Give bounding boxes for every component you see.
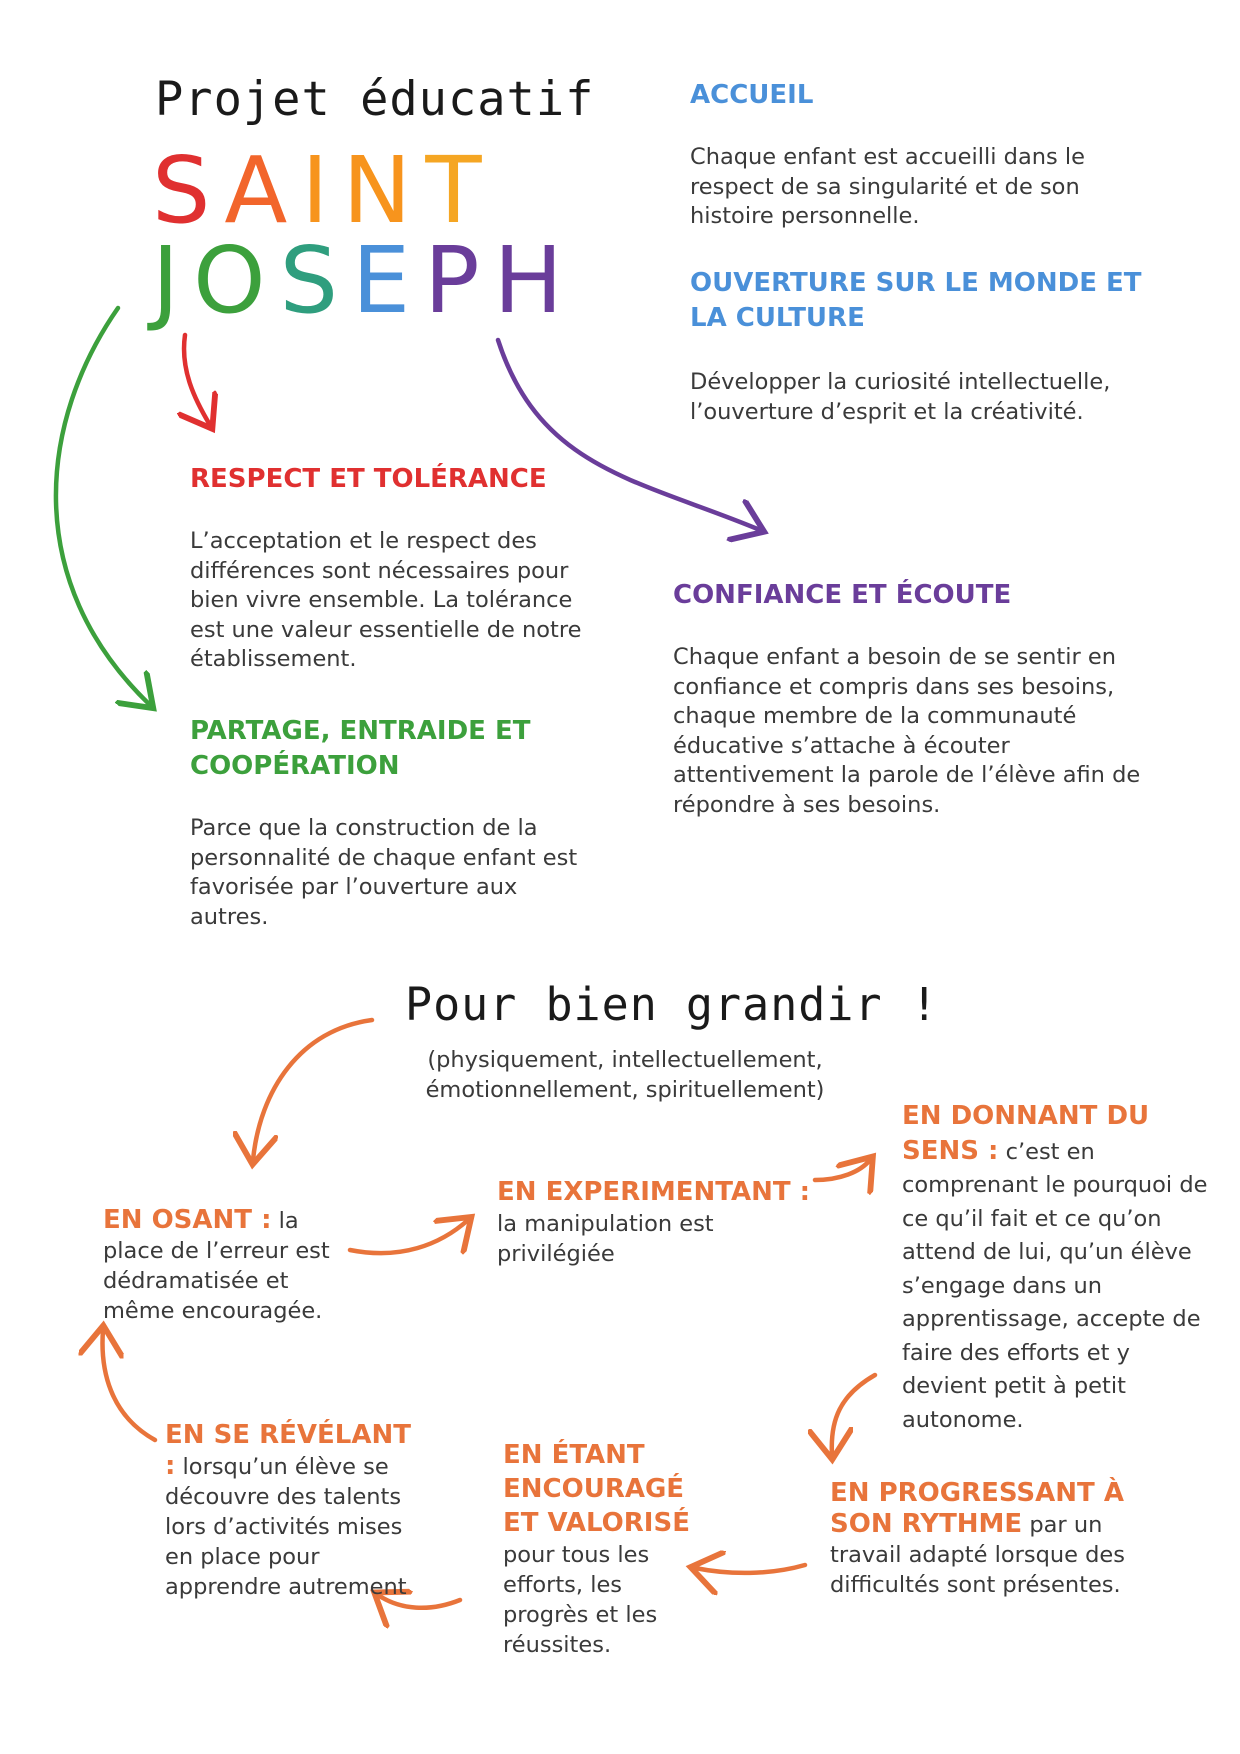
- value-title: ACCUEIL: [690, 80, 814, 110]
- value-ouverture: [690, 266, 1160, 427]
- letter: I: [301, 137, 343, 244]
- step-text: la manipulation est privilégiée: [497, 1211, 714, 1267]
- value-text: Parce que la construction de la personnalité de chaque enfant est favorisée par l’ouverture aux autres.: [190, 815, 578, 930]
- step-text: pour tous les efforts, les progrès et les réussites.: [503, 1542, 658, 1658]
- letter: P: [424, 227, 494, 334]
- orange-arrow-osant: [350, 1220, 468, 1253]
- value-title: PARTAGE, ENTRAIDE ET COOPÉRATION: [190, 716, 531, 781]
- value-title: CONFIANCE ET ÉCOUTE: [673, 580, 1012, 610]
- value-text: Chaque enfant a besoin de se sentir en confiance et compris dans ses besoins, chaque membre de la communauté éducative s’attache à écouter attentivement la parole de l’élève afin de répondre à ses besoins.: [673, 644, 1141, 818]
- orange-arrow-progressant: [695, 1565, 805, 1573]
- value-title: OUVERTURE SUR LE MONDE ET LA CULTURE: [690, 268, 1142, 333]
- letter: A: [224, 137, 302, 244]
- school-name-line2: [152, 227, 577, 334]
- letter: H: [493, 227, 577, 334]
- grandir-title: Pour bien grandir !: [405, 978, 939, 1031]
- step-keyword: EN EXPERIMENTANT :: [497, 1177, 811, 1207]
- step-progressant: [830, 1478, 1130, 1600]
- step-keyword: EN SE RÉVÉLANT :: [165, 1420, 411, 1481]
- letter: J: [152, 227, 194, 334]
- project-title: Projet éducatif: [155, 72, 595, 127]
- step-revelant: [165, 1420, 420, 1602]
- step-osant: [103, 1205, 353, 1326]
- step-keyword: EN PROGRESSANT À SON RYTHME: [830, 1478, 1124, 1539]
- orange-arrow-sens: [832, 1375, 875, 1455]
- orange-arrow-title: [253, 1020, 372, 1160]
- step-text: par un travail adapté lorsque des difficultés sont présentes.: [830, 1512, 1125, 1598]
- step-experimentant: [497, 1175, 827, 1269]
- orange-arrow-revelant: [103, 1330, 155, 1440]
- letter: E: [351, 227, 425, 334]
- step-text: la place de l’erreur est dédramatisée et même encouragée.: [103, 1208, 330, 1324]
- step-encourage: [503, 1438, 703, 1660]
- letter: N: [342, 137, 426, 244]
- value-confiance: [673, 578, 1153, 820]
- value-text: L’acceptation et le respect des différences sont nécessaires pour bien vivre ensemble. La tolérance est une valeur essentielle de notre établissement.: [190, 528, 582, 672]
- step-text: lorsqu’un élève se découvre des talents lors d’activités mises en place pour apprendre autrement: [165, 1454, 407, 1600]
- red-arrow: [184, 335, 210, 425]
- value-text: Développer la curiosité intellectuelle, l’ouverture d’esprit et la créativité.: [690, 369, 1111, 425]
- letter: S: [279, 227, 352, 334]
- step-keyword: EN DONNANT DU SENS :: [902, 1101, 1150, 1166]
- step-keyword: EN ÉTANT ENCOURAGÉ ET VALORISÉ: [503, 1440, 690, 1538]
- value-partage: [190, 714, 590, 932]
- value-title: RESPECT ET TOLÉRANCE: [190, 464, 547, 494]
- school-name-line1: [152, 137, 496, 244]
- value-text: Chaque enfant est accueilli dans le respect de sa singularité et de son histoire personnelle.: [690, 144, 1085, 229]
- letter: O: [193, 227, 280, 334]
- step-sens: [902, 1100, 1217, 1437]
- letter: T: [425, 137, 496, 244]
- green-arrow: [56, 308, 150, 705]
- step-text: c’est en comprenant le pourquoi de ce qu’il fait et ce qu’on attend de lui, qu’un élève s’engage dans un apprentissage, accepte de faire des efforts et y devient petit à petit autonome.: [902, 1138, 1208, 1433]
- step-keyword: EN OSANT :: [103, 1205, 272, 1235]
- letter: S: [152, 137, 225, 244]
- grandir-note: (physiquement, intellectuellement, émotionnellement, spirituellement): [425, 1047, 825, 1103]
- value-accueil: [690, 78, 1160, 232]
- value-respect: [190, 462, 590, 675]
